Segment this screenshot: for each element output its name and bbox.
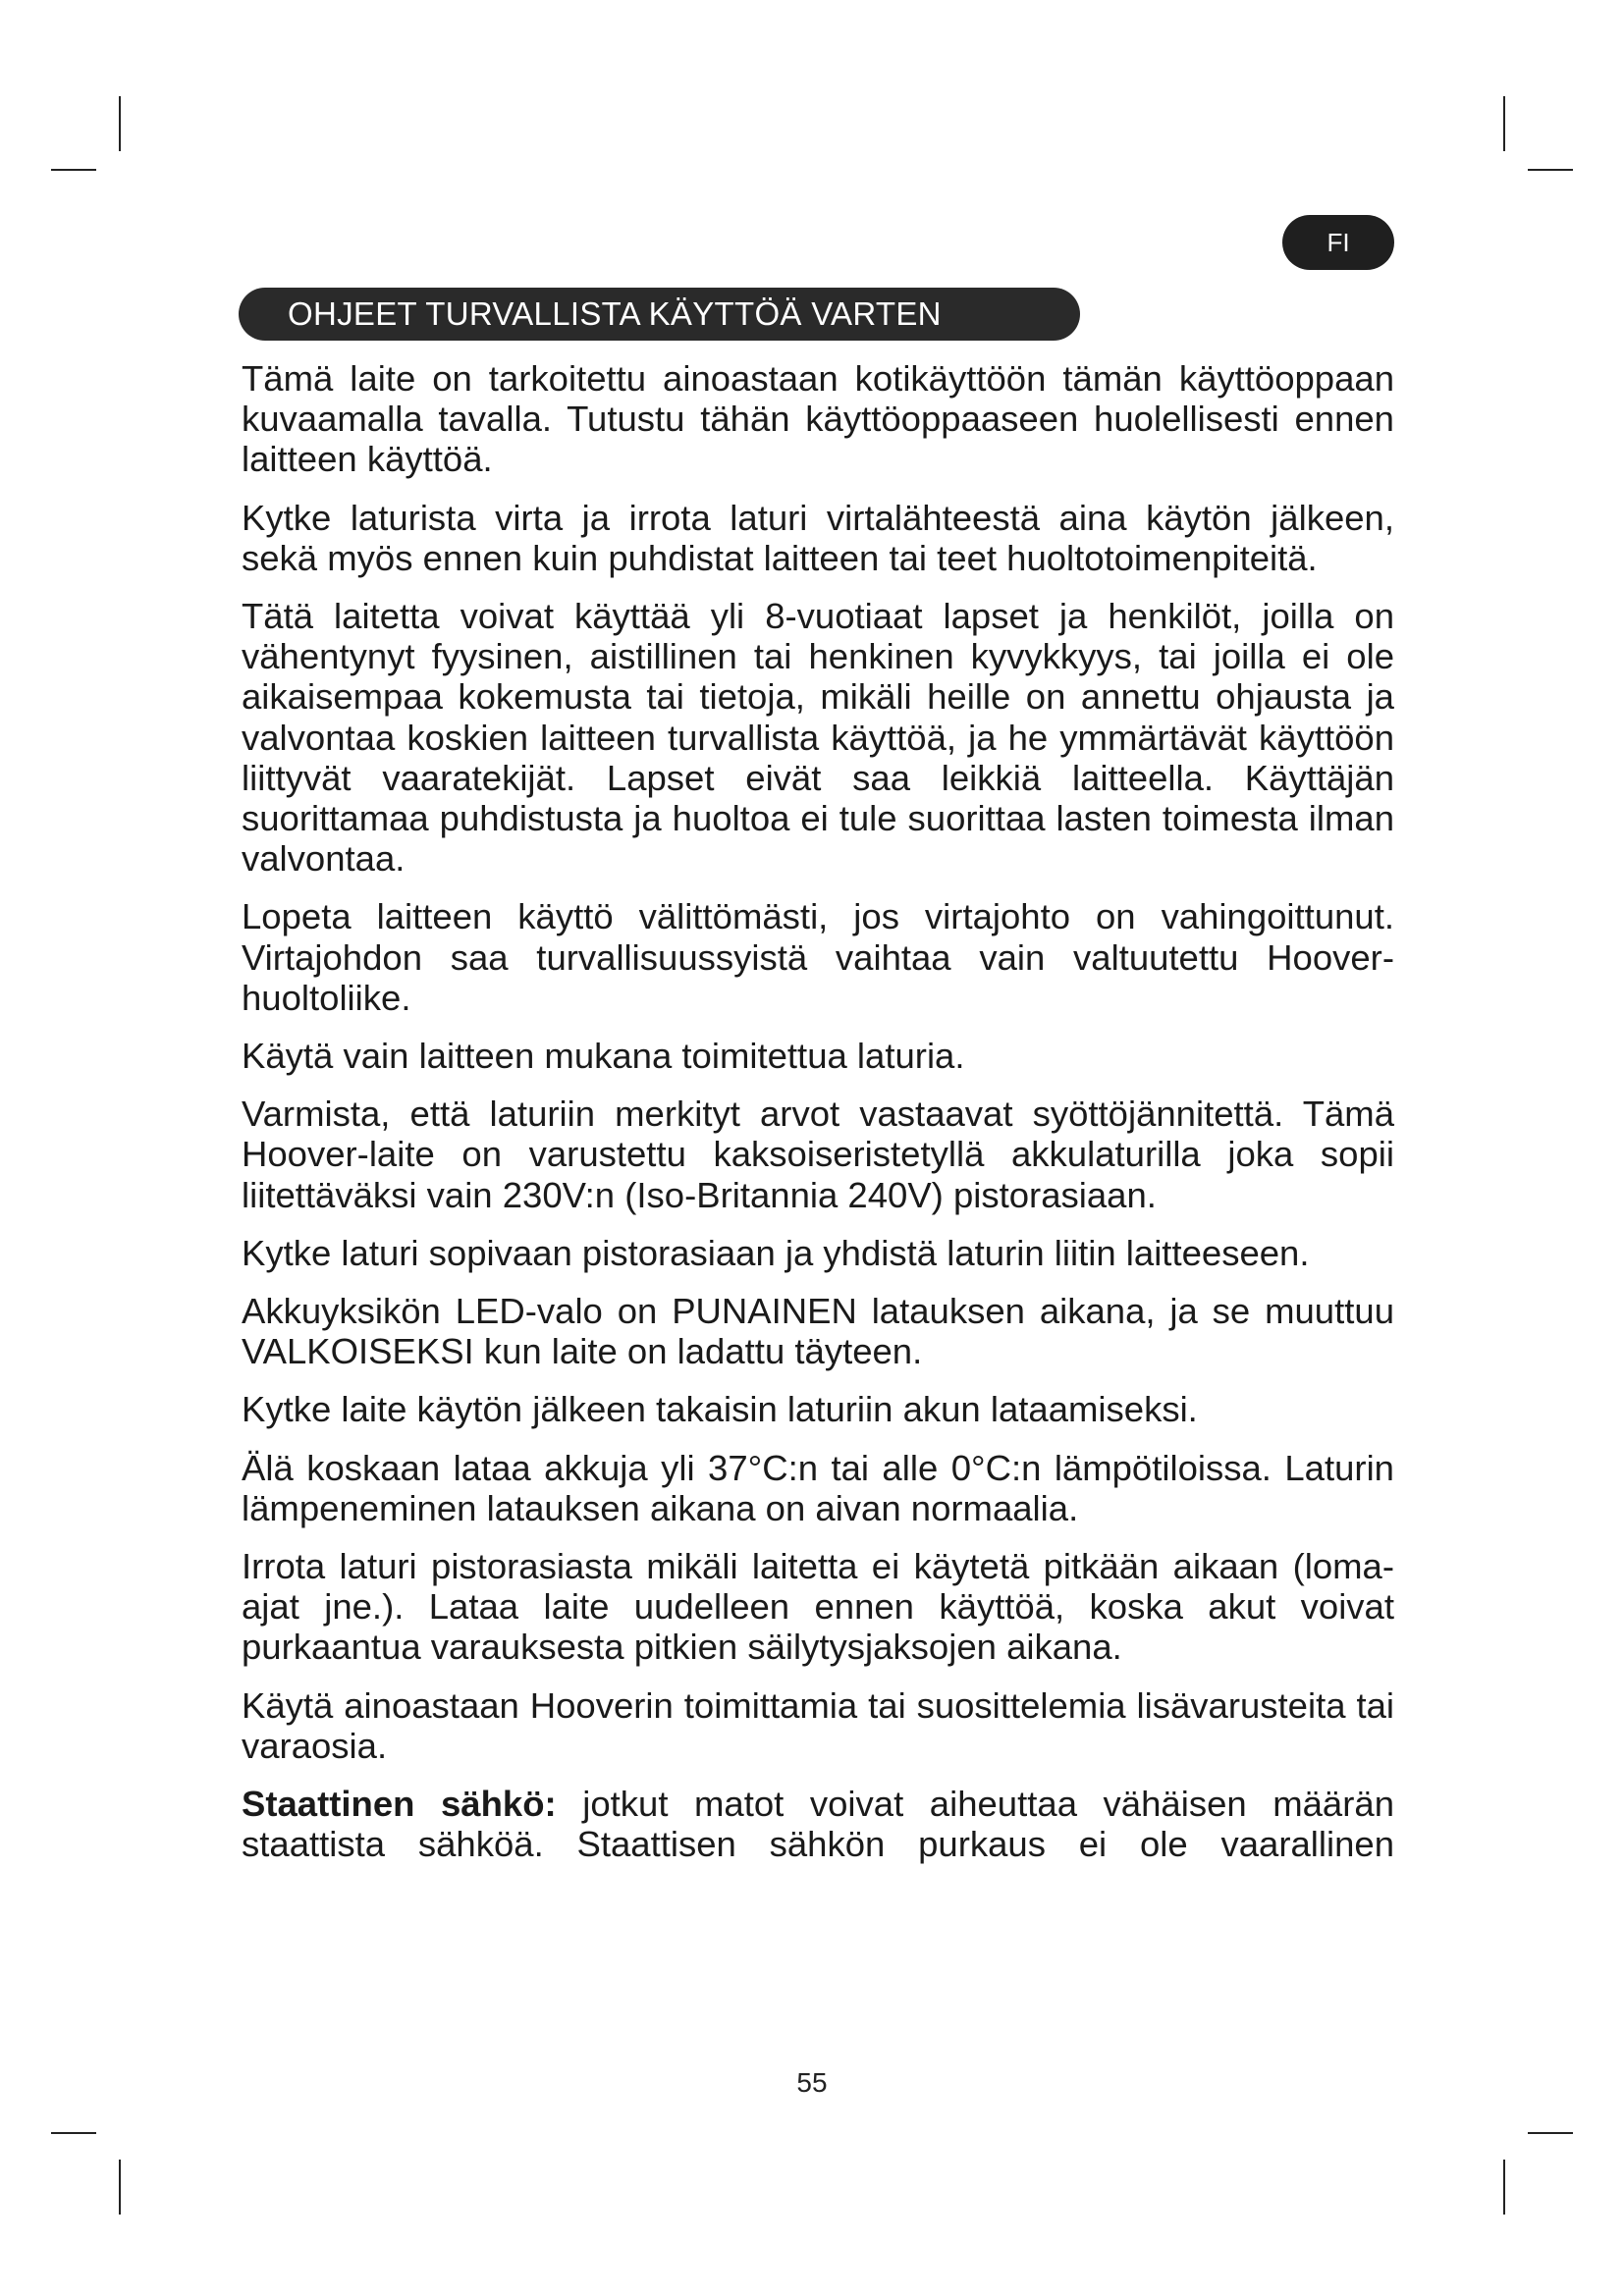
crop-mark-top-right-v xyxy=(1503,96,1505,151)
crop-mark-bottom-right-h xyxy=(1528,2132,1573,2134)
paragraph: Kytke laturista virta ja irrota laturi virtalähteestä aina käytön jälkeen, sekä myös ennen kuin puhdistat laitteen tai teet huoltotoimenpiteitä. xyxy=(242,497,1394,578)
paragraph: Tämä laite on tarkoitettu ainoastaan kotikäyttöön tämän käyttöoppaan kuvaamalla tavalla. Tutustu tähän käyttöoppaaseen huolellisesti ennen laitteen käyttöä. xyxy=(242,358,1394,480)
paragraph: Käytä vain laitteen mukana toimitettua laturia. xyxy=(242,1036,965,1077)
paragraph: Lopeta laitteen käyttö välittömästi, jos virtajohto on vahingoittunut. Virtajohdon saa turvallisuussyistä vaihtaa vain valtuutettu Hoover-huoltoliike. xyxy=(242,896,1394,1018)
paragraph: Käytä ainoastaan Hooverin toimittamia tai suosittelemia lisävarusteita tai varaosia. xyxy=(242,1684,1394,1766)
paragraph: Varmista, että laturiin merkityt arvot vastaavat syöttöjännitettä. Tämä Hoover-laite on varustettu kaksoiseristetyllä akkulaturilla joka sopii liitettäväksi vain 230V:n (Iso-Britannia 240V) pistorasiaan. xyxy=(242,1094,1394,1215)
language-badge: FI xyxy=(1282,215,1394,270)
crop-mark-top-right-h xyxy=(1528,169,1573,171)
paragraph: Älä koskaan lataa akkuja yli 37°C:n tai alle 0°C:n lämpötiloissa. Laturin lämpeneminen latauksen aikana on aivan normaalia. xyxy=(242,1447,1394,1528)
section-title: OHJEET TURVALLISTA KÄYTTÖÄ VARTEN xyxy=(239,288,1080,341)
safety-instructions-body xyxy=(242,358,1394,1883)
static-electricity-paragraph xyxy=(242,1784,1394,1864)
paragraph: Irrota laturi pistorasiasta mikäli laitetta ei käytetä pitkään aikaan (loma-ajat jne.). Lataa laite uudelleen ennen käyttöä, koska akut voivat purkaantua varauksesta pitkien säilytysjaksojen aikana. xyxy=(242,1546,1394,1668)
static-electricity-text: jotkut matot voivat aiheuttaa vähäisen määrän staattista sähköä. Staattisen sähkön purkaus ei ole vaarallinen xyxy=(242,1784,1394,1865)
static-electricity-lead: Staattinen sähkö: xyxy=(242,1784,557,1825)
paragraph: Tätä laitetta voivat käyttää yli 8-vuotiaat lapset ja henkilöt, joilla on vähentynyt fyysinen, aistillinen tai henkinen kyvykkyys, tai joilla ei ole aikaisempaa kokemusta tai tietoja, mikäli heille on annettu ohjausta ja valvontaa koskien laitteen turvallista käyttöä, ja he ymmärtävät käyttöön liittyvät vaaratekijät. Lapset eivät saa leikkiä laitteella. Käyttäjän suorittamaa puhdistusta ja huoltoa ei tule suorittaa lasten toimesta ilman valvontaa. xyxy=(242,596,1394,880)
paragraph: Kytke laite käytön jälkeen takaisin laturiin akun lataamiseksi. xyxy=(242,1389,1198,1430)
crop-mark-top-left-h xyxy=(51,169,96,171)
page-number: 55 xyxy=(796,2067,828,2098)
crop-mark-top-left-v xyxy=(119,96,121,151)
paragraph: Akkuyksikön LED-valo on PUNAINEN latauksen aikana, ja se muuttuu VALKOISEKSI kun laite on ladattu täyteen. xyxy=(242,1291,1394,1372)
crop-mark-bottom-left-h xyxy=(51,2132,96,2134)
crop-mark-bottom-left-v xyxy=(119,2160,121,2215)
crop-mark-bottom-right-v xyxy=(1503,2160,1505,2215)
paragraph: Kytke laturi sopivaan pistorasiaan ja yhdistä laturin liitin laitteeseen. xyxy=(242,1232,1310,1273)
